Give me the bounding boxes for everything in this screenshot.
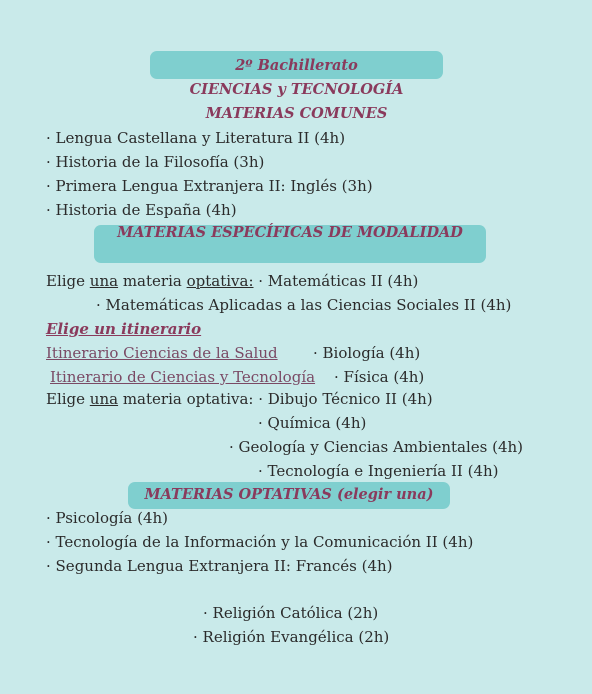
course-title: 2º Bachillerato [235,57,358,74]
common-item-4: · Historia de España (4h) [46,201,237,219]
track-title: CIENCIAS y TECNOLOGÍA [189,81,404,98]
itin-option-geologia: · Geología y Ciencias Ambientales (4h) [229,438,524,456]
itin-choose-rest: materia optativa: · Dibujo Técnico II (4h) [118,390,433,408]
choose-una: una [89,272,119,290]
math-applied-option: · Matemáticas Aplicadas a las Ciencias Sociales II (4h) [96,296,512,314]
common-item-3: · Primera Lengua Extranjera II: Inglés (3h) [46,177,373,195]
choose-optativa: optativa: [186,272,254,290]
itin-choose-una: una [89,390,119,408]
common-title: MATERIAS COMUNES [205,105,388,122]
itin-choose-prefix: Elige [46,390,90,408]
common-item-2: · Historia de la Filosofía (3h) [46,153,265,171]
religion-catolica: · Religión Católica (2h) [203,604,379,622]
optional-title: MATERIAS OPTATIVAS (elegir una) [144,486,434,503]
choose-prefix: Elige [46,272,90,290]
specific-choose-line [46,271,418,291]
tech-itinerary-link[interactable]: Itinerario de Ciencias y Tecnología [50,368,316,386]
choose-mid: materia [118,272,187,290]
tech-subject: · Física (4h) [334,368,425,386]
common-item-1: · Lengua Castellana y Literatura II (4h) [46,129,346,147]
itinerary-title: Elige un itinerario [46,320,202,338]
itinerary-choose-line [46,389,433,409]
health-subject: · Biología (4h) [313,344,421,362]
math-option: · Matemáticas II (4h) [253,272,419,290]
optional-item-1: · Psicología (4h) [46,509,168,527]
specific-title: MATERIAS ESPECÍFICAS DE MODALIDAD [117,224,463,241]
health-itinerary-link[interactable]: Itinerario Ciencias de la Salud [46,344,278,362]
religion-evangelica: · Religión Evangélica (2h) [193,628,390,646]
itin-option-quimica: · Química (4h) [258,414,367,432]
itin-option-tecnologia: · Tecnología e Ingeniería II (4h) [258,462,499,480]
optional-item-2: · Tecnología de la Información y la Comunicación II (4h) [46,533,474,551]
optional-item-3: · Segunda Lengua Extranjera II: Francés (4h) [46,557,393,575]
